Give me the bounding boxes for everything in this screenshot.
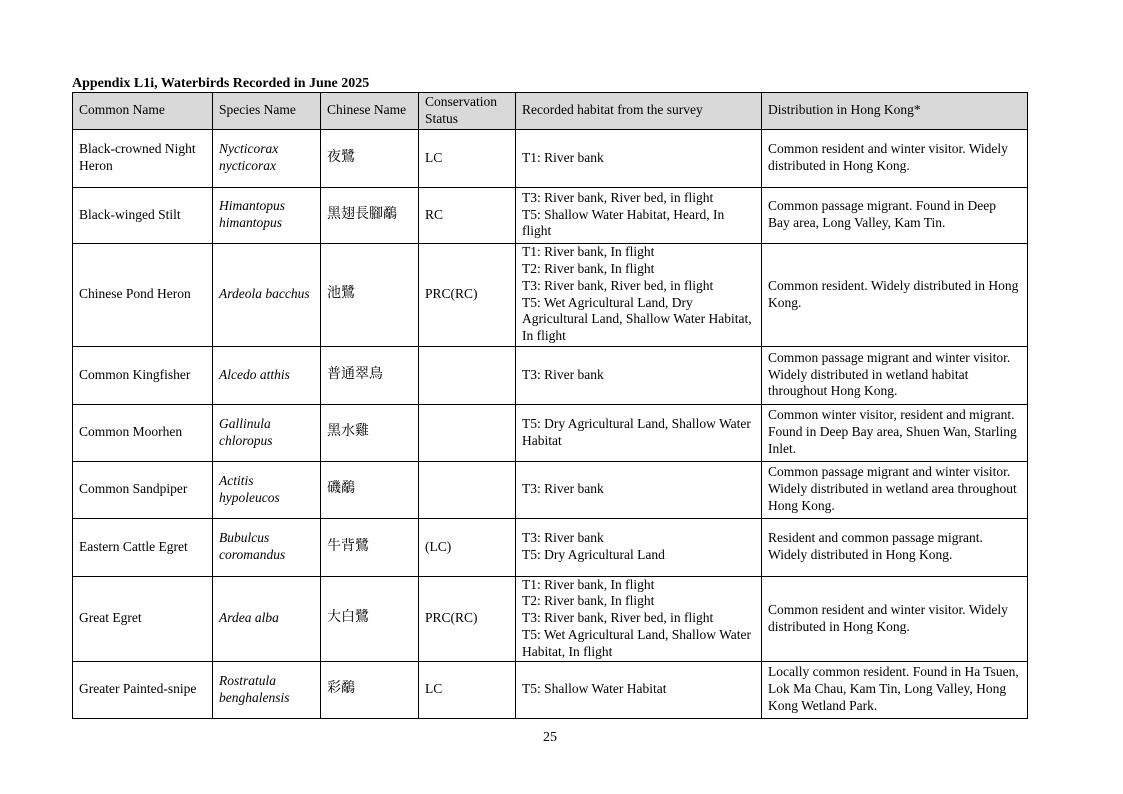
page-number: 25: [543, 730, 557, 745]
common-name-cell: Chinese Pond Heron: [73, 243, 213, 346]
conservation-status-cell: [419, 404, 516, 461]
chinese-name-cell: 牛背鷺: [321, 518, 419, 576]
common-name-cell: Common Moorhen: [73, 404, 213, 461]
recorded-habitat-cell: [516, 243, 762, 346]
chinese-name-cell: 磯鷸: [321, 461, 419, 518]
table-row: [73, 404, 1028, 461]
chinese-name-cell: 大白鷺: [321, 576, 419, 661]
chinese-name-cell: 夜鷺: [321, 129, 419, 187]
recorded-habitat-cell: [516, 518, 762, 576]
table-row: [73, 661, 1028, 718]
habitat-line: T1: River bank: [522, 149, 604, 165]
distribution-cell: Resident and common passage migrant. Widely distributed in Hong Kong.: [762, 518, 1028, 576]
conservation-status-cell: LC: [419, 661, 516, 718]
species-name-cell: Nycticorax nycticorax: [213, 129, 321, 187]
header-recorded-habitat: Recorded habitat from the survey: [516, 93, 762, 130]
habitat-line: T3: River bank, River bed, in flight: [522, 189, 714, 205]
conservation-status-cell: LC: [419, 129, 516, 187]
species-name-cell: Alcedo atthis: [213, 346, 321, 404]
species-name-cell: Gallinula chloropus: [213, 404, 321, 461]
habitat-line: T5: Wet Agricultural Land, Dry Agricultural Land, Shallow Water Habitat, In flight: [522, 294, 752, 344]
header-chinese-name: Chinese Name: [321, 93, 419, 130]
species-name-cell: Ardea alba: [213, 576, 321, 661]
conservation-status-cell: PRC(RC): [419, 243, 516, 346]
distribution-cell: Common resident. Widely distributed in Hong Kong.: [762, 243, 1028, 346]
distribution-cell: Common passage migrant. Found in Deep Bay area, Long Valley, Kam Tin.: [762, 187, 1028, 243]
conservation-status-cell: (LC): [419, 518, 516, 576]
habitat-line: T5: Shallow Water Habitat: [522, 681, 667, 697]
header-species-name: Species Name: [213, 93, 321, 130]
habitat-line: T5: Shallow Water Habitat, Heard, In flight: [522, 206, 725, 239]
distribution-cell: Common winter visitor, resident and migrant. Found in Deep Bay area, Shuen Wan, Starling Inlet.: [762, 404, 1028, 461]
recorded-habitat-cell: [516, 661, 762, 718]
recorded-habitat-cell: [516, 187, 762, 243]
table-row: [73, 187, 1028, 243]
habitat-line: T3: River bank: [522, 481, 604, 497]
conservation-status-cell: [419, 346, 516, 404]
header-common-name: Common Name: [73, 93, 213, 130]
conservation-status-cell: RC: [419, 187, 516, 243]
habitat-line: T1: River bank, In flight: [522, 244, 655, 260]
habitat-line: T3: River bank, River bed, in flight: [522, 277, 714, 293]
recorded-habitat-cell: [516, 576, 762, 661]
habitat-line: T5: Dry Agricultural Land, Shallow Water Habitat: [522, 415, 751, 448]
common-name-cell: Common Sandpiper: [73, 461, 213, 518]
species-name-cell: Bubulcus coromandus: [213, 518, 321, 576]
chinese-name-cell: 黑水雞: [321, 404, 419, 461]
table-row: [73, 243, 1028, 346]
header-conservation-status: Conservation Status: [419, 93, 516, 130]
species-name-cell: Actitis hypoleucos: [213, 461, 321, 518]
species-name-cell: Rostratula benghalensis: [213, 661, 321, 718]
distribution-cell: Common resident and winter visitor. Widely distributed in Hong Kong.: [762, 129, 1028, 187]
habitat-line: T3: River bank: [522, 530, 604, 546]
habitat-line: T3: River bank, River bed, in flight: [522, 610, 714, 626]
common-name-cell: Black-crowned Night Heron: [73, 129, 213, 187]
table-row: [73, 576, 1028, 661]
species-name-cell: Ardeola bacchus: [213, 243, 321, 346]
common-name-cell: Greater Painted-snipe: [73, 661, 213, 718]
common-name-cell: Great Egret: [73, 576, 213, 661]
habitat-line: T2: River bank, In flight: [522, 593, 655, 609]
table-row: [73, 461, 1028, 518]
recorded-habitat-cell: [516, 346, 762, 404]
table-header-row: [73, 93, 1028, 130]
table-row: [73, 346, 1028, 404]
common-name-cell: Black-winged Stilt: [73, 187, 213, 243]
common-name-cell: Common Kingfisher: [73, 346, 213, 404]
conservation-status-cell: PRC(RC): [419, 576, 516, 661]
chinese-name-cell: 黑翅長腳鷸: [321, 187, 419, 243]
chinese-name-cell: 普通翠鳥: [321, 346, 419, 404]
habitat-line: T2: River bank, In flight: [522, 261, 655, 276]
recorded-habitat-cell: [516, 404, 762, 461]
distribution-cell: Common passage migrant and winter visitor. Widely distributed in wetland habitat throughout Hong Kong.: [762, 346, 1028, 404]
distribution-cell: Common passage migrant and winter visitor. Widely distributed in wetland area throughout Hong Kong.: [762, 461, 1028, 518]
habitat-line: T5: Wet Agricultural Land, Shallow Water Habitat, In flight: [522, 626, 752, 659]
recorded-habitat-cell: [516, 129, 762, 187]
table-title: Appendix L1i, Waterbirds Recorded in June 2025: [72, 76, 370, 91]
distribution-cell: Locally common resident. Found in Ha Tsuen, Lok Ma Chau, Kam Tin, Long Valley, Hong Kong Wetland Park.: [762, 661, 1028, 718]
recorded-habitat-cell: [516, 461, 762, 518]
species-name-cell: Himantopus himantopus: [213, 187, 321, 243]
header-distribution: Distribution in Hong Kong*: [762, 93, 1028, 130]
habitat-line: T1: River bank, In flight: [522, 576, 655, 592]
conservation-status-cell: [419, 461, 516, 518]
table-row: [73, 518, 1028, 576]
chinese-name-cell: 池鷺: [321, 243, 419, 346]
waterbird-table: [72, 92, 1028, 719]
habitat-line: T5: Dry Agricultural Land: [522, 547, 665, 563]
common-name-cell: Eastern Cattle Egret: [73, 518, 213, 576]
distribution-cell: Common resident and winter visitor. Widely distributed in Hong Kong.: [762, 576, 1028, 661]
table-row: [73, 129, 1028, 187]
habitat-line: T3: River bank: [522, 366, 604, 382]
chinese-name-cell: 彩鷸: [321, 661, 419, 718]
